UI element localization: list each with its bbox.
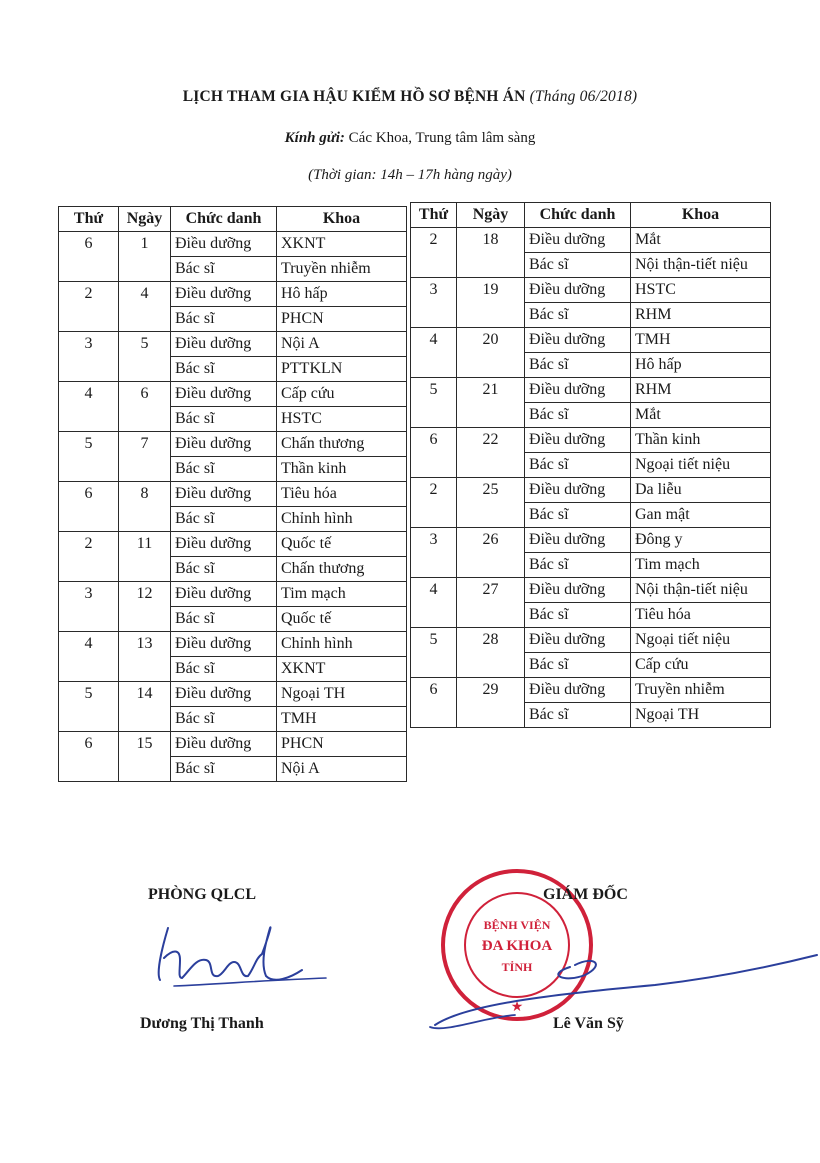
cell-role: Điều dưỡng <box>171 332 277 357</box>
cell-role: Điều dưỡng <box>171 582 277 607</box>
cell-thu: 6 <box>411 678 457 728</box>
table-row <box>59 332 407 357</box>
cell-dept: PTTKLN <box>277 357 407 382</box>
cell-role: Bác sĩ <box>525 403 631 428</box>
cell-role: Bác sĩ <box>525 553 631 578</box>
table-row <box>411 428 771 453</box>
cell-thu: 5 <box>59 432 119 482</box>
table-row <box>411 528 771 553</box>
col-header-ngay: Ngày <box>119 207 171 232</box>
recipient-value: Các Khoa, Trung tâm lâm sàng <box>348 130 536 146</box>
cell-dept: Đông y <box>631 528 771 553</box>
table-row <box>411 278 771 303</box>
cell-role: Điều dưỡng <box>525 478 631 503</box>
cell-dept: HSTC <box>277 407 407 432</box>
cell-ngay: 29 <box>457 678 525 728</box>
seal-line-3: TỈNH <box>501 960 533 974</box>
cell-dept: PHCN <box>277 307 407 332</box>
table-row <box>411 228 771 253</box>
right-signer-name: Lê Văn Sỹ <box>553 1015 624 1032</box>
cell-thu: 6 <box>59 232 119 282</box>
cell-dept: Gan mật <box>631 503 771 528</box>
cell-role: Điều dưỡng <box>171 282 277 307</box>
cell-thu: 6 <box>59 732 119 782</box>
cell-role: Điều dưỡng <box>171 682 277 707</box>
cell-dept: Nội thận-tiết niệu <box>631 253 771 278</box>
table-header-row <box>59 207 407 232</box>
cell-role: Bác sĩ <box>171 457 277 482</box>
cell-role: Điều dưỡng <box>171 232 277 257</box>
table-row <box>411 628 771 653</box>
cell-dept: TMH <box>277 707 407 732</box>
cell-dept: Ngoại tiết niệu <box>631 453 771 478</box>
table-row <box>59 682 407 707</box>
cell-ngay: 7 <box>119 432 171 482</box>
cell-dept: Tiêu hóa <box>277 482 407 507</box>
cell-dept: Ngoại TH <box>631 703 771 728</box>
cell-dept: Tiêu hóa <box>631 603 771 628</box>
cell-ngay: 20 <box>457 328 525 378</box>
table-row <box>59 382 407 407</box>
cell-dept: Nội thận-tiết niệu <box>631 578 771 603</box>
cell-role: Bác sĩ <box>171 607 277 632</box>
cell-thu: 4 <box>59 632 119 682</box>
cell-ngay: 26 <box>457 528 525 578</box>
cell-ngay: 8 <box>119 482 171 532</box>
cell-role: Bác sĩ <box>525 303 631 328</box>
cell-role: Bác sĩ <box>171 707 277 732</box>
cell-dept: Da liễu <box>631 478 771 503</box>
cell-dept: Quốc tế <box>277 607 407 632</box>
cell-dept: PHCN <box>277 732 407 757</box>
title-main: LỊCH THAM GIA HẬU KIỂM HỒ SƠ BỆNH ÁN <box>182 88 526 105</box>
cell-role: Điều dưỡng <box>525 328 631 353</box>
cell-ngay: 11 <box>119 532 171 582</box>
cell-dept: HSTC <box>631 278 771 303</box>
cell-role: Bác sĩ <box>525 453 631 478</box>
cell-dept: Nội A <box>277 332 407 357</box>
recipient-label: Kính gửi: <box>284 130 345 146</box>
table-row <box>411 328 771 353</box>
cell-ngay: 6 <box>119 382 171 432</box>
time-note: (Thời gian: 14h – 17h hàng ngày) <box>308 167 512 183</box>
cell-dept: Ngoại TH <box>277 682 407 707</box>
cell-role: Bác sĩ <box>171 657 277 682</box>
cell-ngay: 4 <box>119 282 171 332</box>
cell-thu: 3 <box>411 528 457 578</box>
cell-thu: 4 <box>59 382 119 432</box>
cell-dept: TMH <box>631 328 771 353</box>
cell-thu: 4 <box>411 578 457 628</box>
cell-dept: Thần kinh <box>277 457 407 482</box>
cell-dept: Thần kinh <box>631 428 771 453</box>
table-row <box>59 282 407 307</box>
table-row <box>59 632 407 657</box>
cell-ngay: 1 <box>119 232 171 282</box>
cell-ngay: 5 <box>119 332 171 382</box>
cell-thu: 6 <box>411 428 457 478</box>
schedule-table-left <box>58 206 407 782</box>
cell-role: Bác sĩ <box>525 503 631 528</box>
cell-role: Bác sĩ <box>171 257 277 282</box>
cell-ngay: 28 <box>457 628 525 678</box>
cell-ngay: 22 <box>457 428 525 478</box>
cell-role: Bác sĩ <box>171 307 277 332</box>
cell-role: Điều dưỡng <box>171 732 277 757</box>
cell-role: Điều dưỡng <box>525 228 631 253</box>
col-header-chuc-danh: Chức danh <box>171 207 277 232</box>
cell-role: Điều dưỡng <box>525 628 631 653</box>
cell-ngay: 15 <box>119 732 171 782</box>
table-header-row <box>411 203 771 228</box>
col-header-ngay: Ngày <box>457 203 525 228</box>
cell-role: Điều dưỡng <box>525 678 631 703</box>
cell-dept: Chấn thương <box>277 432 407 457</box>
col-header-khoa: Khoa <box>631 203 771 228</box>
cell-dept: Hô hấp <box>277 282 407 307</box>
recipient-line <box>0 130 820 147</box>
col-header-thu: Thứ <box>411 203 457 228</box>
col-header-chuc-danh: Chức danh <box>525 203 631 228</box>
cell-ngay: 21 <box>457 378 525 428</box>
table-row <box>411 678 771 703</box>
cell-role: Bác sĩ <box>171 407 277 432</box>
cell-role: Điều dưỡng <box>525 428 631 453</box>
cell-role: Bác sĩ <box>171 757 277 782</box>
cell-role: Điều dưỡng <box>525 378 631 403</box>
cell-role: Điều dưỡng <box>525 528 631 553</box>
cell-thu: 4 <box>411 328 457 378</box>
table-row <box>411 578 771 603</box>
cell-dept: Cấp cứu <box>277 382 407 407</box>
cell-thu: 2 <box>411 478 457 528</box>
cell-dept: Tim mạch <box>277 582 407 607</box>
cell-thu: 2 <box>59 282 119 332</box>
cell-role: Điều dưỡng <box>171 432 277 457</box>
left-signer-title: PHÒNG QLCL <box>148 886 257 903</box>
col-header-thu: Thứ <box>59 207 119 232</box>
title-month: (Tháng 06/2018) <box>529 88 638 105</box>
cell-role: Bác sĩ <box>525 703 631 728</box>
table-row <box>59 732 407 757</box>
cell-dept: RHM <box>631 303 771 328</box>
cell-dept: Truyền nhiễm <box>631 678 771 703</box>
svg-text:★: ★ <box>510 1000 524 1015</box>
cell-thu: 5 <box>411 378 457 428</box>
cell-role: Bác sĩ <box>525 353 631 378</box>
cell-thu: 2 <box>59 532 119 582</box>
table-row <box>59 582 407 607</box>
cell-role: Bác sĩ <box>171 357 277 382</box>
cell-role: Bác sĩ <box>525 253 631 278</box>
handwritten-signature-left <box>150 918 340 993</box>
cell-dept: Mắt <box>631 228 771 253</box>
table-row <box>59 432 407 457</box>
seal-line-1: BỆNH VIỆN <box>483 918 551 932</box>
cell-ngay: 19 <box>457 278 525 328</box>
cell-dept: Truyền nhiễm <box>277 257 407 282</box>
cell-thu: 6 <box>59 482 119 532</box>
cell-dept: Ngoại tiết niệu <box>631 628 771 653</box>
cell-role: Bác sĩ <box>525 653 631 678</box>
cell-ngay: 14 <box>119 682 171 732</box>
cell-ngay: 27 <box>457 578 525 628</box>
left-signer-name: Dương Thị Thanh <box>140 1015 264 1032</box>
cell-role: Điều dưỡng <box>171 482 277 507</box>
cell-dept: Chỉnh hình <box>277 507 407 532</box>
cell-thu: 2 <box>411 228 457 278</box>
cell-ngay: 18 <box>457 228 525 278</box>
schedule-table-right <box>410 202 771 728</box>
cell-thu: 3 <box>59 582 119 632</box>
cell-role: Điều dưỡng <box>171 382 277 407</box>
col-header-khoa: Khoa <box>277 207 407 232</box>
cell-dept: Hô hấp <box>631 353 771 378</box>
cell-ngay: 25 <box>457 478 525 528</box>
cell-dept: Quốc tế <box>277 532 407 557</box>
cell-dept: Chỉnh hình <box>277 632 407 657</box>
cell-dept: XKNT <box>277 232 407 257</box>
cell-role: Bác sĩ <box>171 507 277 532</box>
table-row <box>59 232 407 257</box>
cell-role: Điều dưỡng <box>525 278 631 303</box>
cell-dept: Tim mạch <box>631 553 771 578</box>
cell-role: Điều dưỡng <box>525 578 631 603</box>
cell-dept: Nội A <box>277 757 407 782</box>
cell-ngay: 12 <box>119 582 171 632</box>
cell-role: Điều dưỡng <box>171 632 277 657</box>
seal-line-2: ĐA KHOA <box>481 938 553 954</box>
right-signer-title: GIÁM ĐỐC <box>543 886 628 903</box>
cell-dept: Mắt <box>631 403 771 428</box>
cell-role: Bác sĩ <box>525 603 631 628</box>
cell-dept: Cấp cứu <box>631 653 771 678</box>
cell-thu: 5 <box>411 628 457 678</box>
cell-thu: 3 <box>59 332 119 382</box>
cell-dept: RHM <box>631 378 771 403</box>
cell-ngay: 13 <box>119 632 171 682</box>
cell-thu: 3 <box>411 278 457 328</box>
table-row <box>59 482 407 507</box>
document-title <box>0 88 820 106</box>
cell-dept: XKNT <box>277 657 407 682</box>
cell-role: Điều dưỡng <box>171 532 277 557</box>
cell-role: Bác sĩ <box>171 557 277 582</box>
cell-thu: 5 <box>59 682 119 732</box>
table-row <box>411 478 771 503</box>
cell-dept: Chấn thương <box>277 557 407 582</box>
table-row <box>59 532 407 557</box>
table-row <box>411 378 771 403</box>
